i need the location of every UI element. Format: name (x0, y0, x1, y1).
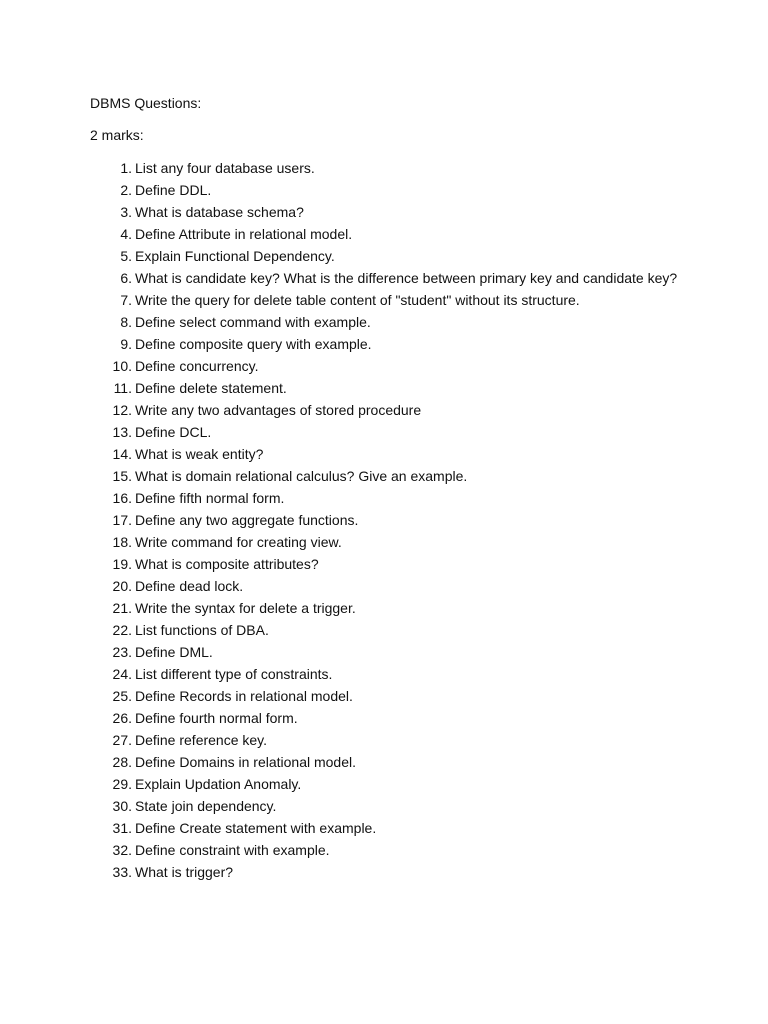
list-item-text: What is candidate key? What is the difference between primary key and candidate key? (135, 270, 678, 286)
list-item-text: Write command for creating view. (135, 534, 342, 550)
list-item (0, 531, 680, 553)
list-item-text: Define concurrency. (135, 358, 259, 374)
list-item (0, 553, 680, 575)
list-item (0, 245, 680, 267)
list-item (0, 333, 680, 355)
list-item (0, 751, 680, 773)
list-item (0, 399, 680, 421)
list-item-text: Define fifth normal form. (135, 490, 285, 506)
list-item (0, 707, 680, 729)
list-item (0, 487, 680, 509)
list-item-text: Define dead lock. (135, 578, 244, 594)
list-item (0, 157, 680, 179)
list-item (0, 597, 680, 619)
list-item (0, 465, 680, 487)
list-item-number: 6. (120, 270, 132, 286)
list-item-text: What is composite attributes? (135, 556, 319, 572)
list-item (0, 839, 680, 861)
list-item-text: Write the query for delete table content of "student" without its structure. (135, 292, 580, 308)
list-item-number: 13. (112, 424, 132, 440)
list-item-number: 24. (112, 666, 132, 682)
list-item-number: 27. (112, 732, 132, 748)
list-item-text: State join dependency. (135, 798, 277, 814)
list-item-text: What is domain relational calculus? Give an example. (135, 468, 468, 484)
list-item (0, 179, 680, 201)
list-item-number: 5. (120, 248, 132, 264)
list-item-number: 21. (112, 600, 132, 616)
list-item-text: Define DDL. (135, 182, 212, 198)
list-item-number: 29. (112, 776, 132, 792)
list-item (0, 201, 680, 223)
list-item-number: 12. (112, 402, 132, 418)
list-item-text: Define DML. (135, 644, 213, 660)
list-item (0, 289, 680, 311)
list-item (0, 267, 680, 289)
list-item (0, 817, 680, 839)
list-item-text: Write the syntax for delete a trigger. (135, 600, 356, 616)
list-item-text: Define reference key. (135, 732, 268, 748)
list-item-number: 1. (120, 160, 132, 176)
list-item-number: 10. (112, 358, 132, 374)
list-item (0, 377, 680, 399)
list-item-text: Explain Updation Anomaly. (135, 776, 302, 792)
list-item (0, 619, 680, 641)
list-item-text: Define Create statement with example. (135, 820, 377, 836)
list-item-text: Define fourth normal form. (135, 710, 298, 726)
list-item-number: 25. (112, 688, 132, 704)
question-list (0, 157, 768, 883)
list-item-number: 3. (120, 204, 132, 220)
list-item-text: List functions of DBA. (135, 622, 269, 638)
list-item-number: 2. (120, 182, 132, 198)
list-item (0, 509, 680, 531)
list-item (0, 575, 680, 597)
list-item-text: Define constraint with example. (135, 842, 330, 858)
list-item-number: 4. (120, 226, 132, 242)
list-item-number: 23. (112, 644, 132, 660)
list-item-number: 15. (112, 468, 132, 484)
list-item-number: 32. (112, 842, 132, 858)
list-item (0, 421, 680, 443)
list-item (0, 223, 680, 245)
list-item (0, 861, 680, 883)
list-item-number: 28. (112, 754, 132, 770)
list-item (0, 311, 680, 333)
list-item (0, 663, 680, 685)
list-item-number: 22. (112, 622, 132, 638)
list-item-text: Explain Functional Dependency. (135, 248, 335, 264)
list-item-text: Define delete statement. (135, 380, 287, 396)
list-item-text: List any four database users. (135, 160, 315, 176)
list-item-number: 33. (112, 864, 132, 880)
list-item (0, 773, 680, 795)
list-item-text: What is database schema? (135, 204, 304, 220)
list-item-number: 26. (112, 710, 132, 726)
list-item-text: What is weak entity? (135, 446, 264, 462)
page-title: DBMS Questions: (90, 95, 202, 111)
list-item-number: 20. (112, 578, 132, 594)
list-item-text: Define Records in relational model. (135, 688, 353, 704)
list-item-number: 14. (112, 446, 132, 462)
list-item-text: Define Attribute in relational model. (135, 226, 353, 242)
list-item-text: Define composite query with example. (135, 336, 372, 352)
list-item-text: Define Domains in relational model. (135, 754, 356, 770)
list-item-text: Define select command with example. (135, 314, 371, 330)
list-item-number: 11. (113, 380, 132, 396)
list-item (0, 729, 680, 751)
list-item-number: 17. (112, 512, 132, 528)
list-item (0, 355, 680, 377)
list-item-text: Define DCL. (135, 424, 212, 440)
list-item (0, 685, 680, 707)
list-item-number: 18. (112, 534, 132, 550)
list-item-number: 30. (112, 798, 132, 814)
list-item (0, 795, 680, 817)
list-item-number: 19. (112, 556, 132, 572)
list-item-number: 7. (120, 292, 132, 308)
list-item-number: 31. (112, 820, 132, 836)
list-item-text: What is trigger? (135, 864, 234, 880)
list-item (0, 641, 680, 663)
list-item-text: Define any two aggregate functions. (135, 512, 359, 528)
list-item-number: 16. (112, 490, 132, 506)
list-item-number: 9. (120, 336, 132, 352)
list-item-number: 8. (120, 314, 132, 330)
list-item-text: List different type of constraints. (135, 666, 333, 682)
list-item-text: Write any two advantages of stored procedure (135, 402, 422, 418)
section-heading: 2 marks: (90, 127, 144, 143)
list-item (0, 443, 680, 465)
